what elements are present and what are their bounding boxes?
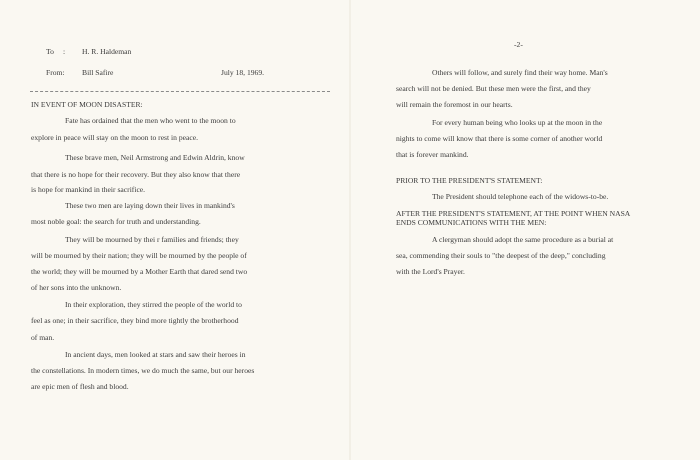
page-number: -2- [514, 40, 523, 49]
body-line: is hope for mankind in their sacrifice. [31, 185, 146, 194]
memo-date: July 18, 1969. [221, 68, 265, 77]
to-label: To [46, 47, 54, 56]
body-line: search will not be denied. But these men were the first, and they [396, 84, 591, 93]
body-line: most noble goal: the search for truth and understanding. [31, 217, 201, 226]
body-line: the constellations. In modern times, we do much the same, but our heroes [31, 366, 255, 375]
body-line: sea, commending their souls to "the deepest of the deep," concluding [396, 251, 606, 260]
body-line: will remain the foremost in our hearts. [396, 100, 513, 109]
body-line: that there is no hope for their recovery. But they also know that there [31, 170, 241, 179]
to-name: H. R. Haldeman [82, 47, 132, 56]
heading-after-statement-cont: ENDS COMMUNICATIONS WITH THE MEN: [396, 218, 547, 227]
body-line: In their exploration, they stirred the people of the world to [65, 300, 242, 309]
body-line: of man. [31, 333, 55, 342]
body-line: For every human being who looks up at the moon in the [432, 118, 603, 127]
body-line: explore in peace will stay on the moon to rest in peace. [31, 133, 199, 142]
heading-moon-disaster: IN EVENT OF MOON DISASTER: [31, 100, 143, 109]
body-line: Others will follow, and surely find their way home. Man's [432, 68, 608, 77]
heading-after-statement: AFTER THE PRESIDENT'S STATEMENT, AT THE POINT WHEN NASA [396, 209, 631, 218]
body-line: that is forever mankind. [396, 150, 469, 159]
body-line: These two men are laying down their lives in mankind's [65, 201, 235, 210]
body-line: These brave men, Neil Armstrong and Edwin Aldrin, know [65, 153, 245, 162]
body-line: A clergyman should adopt the same procedure as a burial at [432, 235, 614, 244]
from-label: From: [46, 68, 65, 77]
right-page [351, 0, 700, 460]
body-line: are epic men of flesh and blood. [31, 382, 129, 391]
heading-prior-statement: PRIOR TO THE PRESIDENT'S STATEMENT: [396, 176, 543, 185]
body-line: nights to come will know that there is some corner of another world [396, 134, 603, 143]
body-line: The President should telephone each of the widows-to-be. [432, 192, 609, 201]
body-line: with the Lord's Prayer. [396, 267, 465, 276]
body-line: the world; they will be mourned by a Mother Earth that dared send two [31, 267, 248, 276]
separator-line [30, 91, 330, 92]
body-line: of her sons into the unknown. [31, 283, 122, 292]
body-line: In ancient days, men looked at stars and saw their heroes in [65, 350, 246, 359]
body-line: will be mourned by their nation; they will be mourned by the people of [31, 251, 247, 260]
from-name: Bill Safire [82, 68, 114, 77]
to-colon: : [63, 47, 66, 56]
body-line: They will be mourned by thei r families and friends; they [65, 235, 239, 244]
body-line: Fate has ordained that the men who went to the moon to [65, 116, 236, 125]
left-page [0, 0, 349, 460]
body-line: feel as one; in their sacrifice, they bind more tightly the brotherhood [31, 316, 239, 325]
